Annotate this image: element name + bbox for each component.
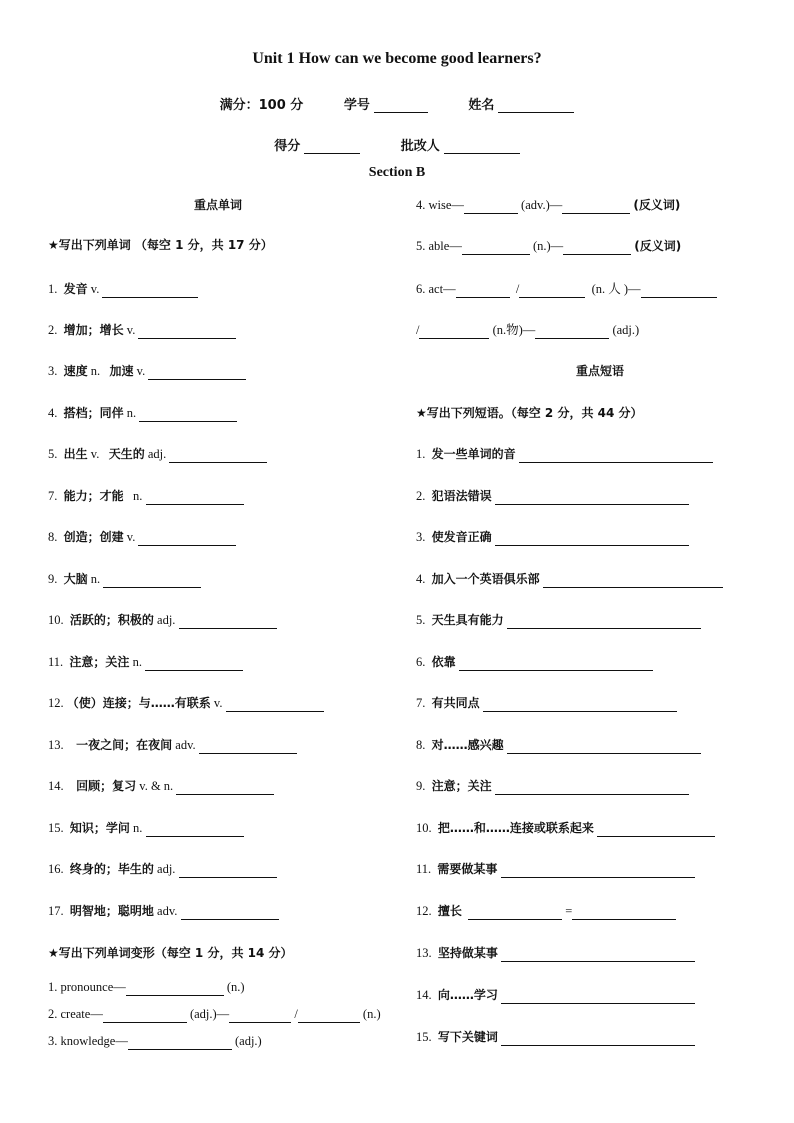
phrase-item: 12. 擅长 = [416,902,676,920]
answer-field[interactable] [298,1009,360,1023]
answer-field[interactable] [456,284,510,298]
phrase-item: 13. 坚持做某事 [416,944,695,962]
form-item: 2. create— (adj.)— / (n.) [48,1007,381,1021]
answer-field[interactable] [543,574,723,588]
info-line-1 [0,94,794,113]
form-item: 4. wise— (adv.)— (反义词) [416,198,681,212]
word-item: 8. 创造；创建 v. [48,528,236,546]
answer-field[interactable] [103,1009,187,1023]
phrase-item: 11. 需要做某事 [416,860,695,878]
answer-field[interactable] [501,864,695,878]
section-title: Section B [368,165,426,180]
word-item: 12. （使）连接；与……有联系 v. [48,694,324,712]
answer-field[interactable] [495,532,689,546]
student-no-field[interactable] [374,100,428,113]
form-item: 6. act— / (n. 人 )— [416,280,717,298]
answer-field[interactable] [169,449,267,463]
answer-field[interactable] [501,1032,695,1046]
word-item: 9. 大脑 n. [48,570,201,588]
worksheet-title: Unit 1 How can we become good learners? [252,50,542,67]
word-item: 10. 活跃的；积极的 adj. [48,611,277,629]
answer-field[interactable] [226,698,324,712]
phrase-item: 9. 注意；关注 [416,777,689,795]
phrase-item: 8. 对……感兴趣 [416,736,701,754]
answer-field[interactable] [563,241,631,255]
student-no-label: 学号 [343,98,370,113]
word-item: 4. 搭档；同伴 n. [48,404,237,422]
answer-field[interactable] [176,781,274,795]
answer-field[interactable] [126,982,224,996]
phrase-item: 15. 写下关键词 [416,1028,695,1046]
answer-field[interactable] [148,366,246,380]
answer-field[interactable] [507,615,701,629]
word-item: 13. 一夜之间；在夜间 adv. [48,736,297,754]
form-item: 5. able— (n.)— (反义词) [416,239,682,253]
grader-field[interactable] [444,141,520,154]
answer-field[interactable] [128,1036,232,1050]
answer-field[interactable] [562,200,630,214]
answer-field[interactable] [179,864,277,878]
answer-field[interactable] [501,990,695,1004]
word-item: 16. 终身的；毕生的 adj. [48,860,277,878]
phrase-item: 1. 发一些单词的音 [416,445,713,463]
phrase-item: 6. 依靠 [416,653,653,671]
answer-field[interactable] [102,284,198,298]
answer-field[interactable] [468,906,562,920]
answer-field[interactable] [507,740,701,754]
answer-field[interactable] [459,657,653,671]
phrase-item: 5. 天生具有能力 [416,611,701,629]
answer-field[interactable] [519,284,585,298]
answer-field[interactable] [103,574,201,588]
word-item: 1. 发音 v. [48,280,198,298]
form-item: / (n.物)— (adj.) [416,323,640,337]
word-item: 7. 能力；才能 n. [48,487,244,505]
word-item: 14. 回顾；复习 v. & n. [48,777,274,795]
answer-field[interactable] [419,325,489,339]
answer-field[interactable] [535,325,609,339]
phrase-item: 2. 犯语法错误 [416,487,689,505]
score-label: 得分 [274,139,301,154]
answer-field[interactable] [464,200,518,214]
phrase-item: 4. 加入一个英语俱乐部 [416,570,723,588]
answer-field[interactable] [462,241,530,255]
phrase-item: 3. 使发音正确 [416,528,689,546]
task-2-instruction: ★写出下列单词变形（每空 1 分，共 14 分） [48,946,293,960]
answer-field[interactable] [138,532,236,546]
answer-field[interactable] [483,698,677,712]
phrase-item: 10. 把……和……连接或联系起来 [416,819,715,837]
full-score-label: 满分：100 分 [219,98,304,113]
word-item: 2. 增加；增长 v. [48,321,236,339]
name-field[interactable] [498,100,574,113]
answer-field[interactable] [495,491,689,505]
answer-field[interactable] [199,740,297,754]
answer-field[interactable] [597,823,715,837]
word-item: 11. 注意；关注 n. [48,653,243,671]
task-3-instruction: ★写出下列短语。（每空 2 分，共 44 分） [416,406,643,420]
key-phrases-heading: 重点短语 [575,364,624,378]
answer-field[interactable] [501,948,695,962]
grader-label: 批改人 [400,139,440,154]
form-item: 3. knowledge— (adj.) [48,1034,262,1048]
name-label: 姓名 [468,98,495,113]
info-line-2 [0,135,794,154]
form-item: 1. pronounce— (n.) [48,980,245,994]
score-field[interactable] [304,141,360,154]
answer-field[interactable] [229,1009,291,1023]
task-1-instruction: ★写出下列单词 （每空 1 分，共 17 分） [48,238,273,252]
word-item: 15. 知识；学问 n. [48,819,244,837]
answer-field[interactable] [572,906,676,920]
word-item: 3. 速度 n. 加速 v. [48,362,246,380]
answer-field[interactable] [138,325,236,339]
answer-field[interactable] [146,491,244,505]
answer-field[interactable] [139,408,237,422]
word-item: 17. 明智地；聪明地 adv. [48,902,279,920]
word-item: 5. 出生 v. 天生的 adj. [48,445,267,463]
answer-field[interactable] [641,284,717,298]
answer-field[interactable] [181,906,279,920]
phrase-item: 14. 向……学习 [416,986,695,1004]
answer-field[interactable] [495,781,689,795]
answer-field[interactable] [145,657,243,671]
answer-field[interactable] [146,823,244,837]
answer-field[interactable] [519,449,713,463]
answer-field[interactable] [179,615,277,629]
key-words-heading: 重点单词 [193,198,242,212]
phrase-item: 7. 有共同点 [416,694,677,712]
